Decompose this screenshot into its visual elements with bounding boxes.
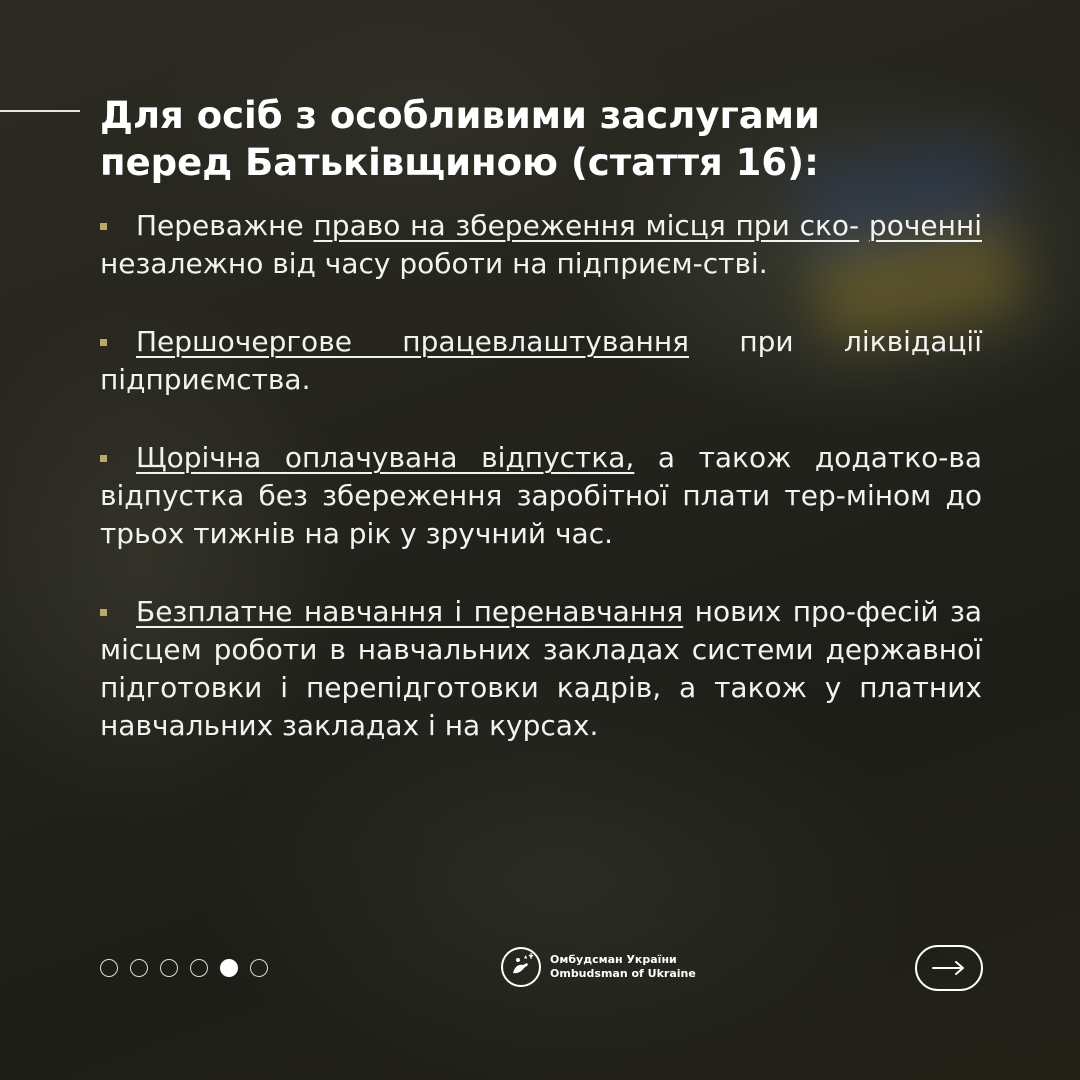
item-prefix: Переважне <box>136 209 314 242</box>
bullet-square-icon <box>100 223 107 230</box>
item-underlined-text: Першочергове працевлаштування <box>136 325 689 358</box>
pagination-dot[interactable] <box>160 959 178 977</box>
item-underlined-text: право на збереження місця при ско- <box>313 209 860 242</box>
item-underlined-text: Безплатне навчання і перенавчання <box>136 595 684 628</box>
logo-line-en: Ombudsman of Ukraine <box>550 967 696 980</box>
pagination-dot[interactable] <box>250 959 268 977</box>
page-title <box>100 92 980 186</box>
bullet-square-icon <box>100 455 107 462</box>
accent-line <box>0 110 80 112</box>
item-underlined-text: Щорічна оплачувана відпустка, <box>136 441 635 474</box>
title-line-1: Для осіб з особливими заслугами <box>100 94 820 137</box>
pagination-dots <box>100 959 268 977</box>
item-text: а також додатко-ва відпустка без збереження заробітної плати тер-міном до трьох тижнів на рік у зручний час. <box>100 441 982 550</box>
item-text: незалежно від часу роботи на підприєм-стві. <box>100 247 768 280</box>
arrow-right-icon <box>931 960 967 976</box>
pagination-dot[interactable] <box>190 959 208 977</box>
list-item <box>100 323 982 399</box>
logo-line-ua: Омбудсман України <box>550 953 677 966</box>
ombudsman-logo <box>500 946 696 988</box>
list-item <box>100 593 982 745</box>
pagination-dot-active[interactable] <box>220 959 238 977</box>
logo-text <box>550 953 696 981</box>
bullet-square-icon <box>100 339 107 346</box>
benefits-list <box>100 207 982 785</box>
item-underlined-text-cont: роченні <box>868 209 982 242</box>
item-text: нових про-фесій за місцем роботи в навчальних закладах системи державної підготовки і перепідготовки кадрів, а також у платних навчальних закладах і на курсах. <box>100 595 983 742</box>
ombudsman-emblem-icon <box>500 946 542 988</box>
list-item <box>100 207 982 283</box>
item-text: при ліквідації підприємства. <box>100 325 982 396</box>
list-item <box>100 439 982 553</box>
bullet-square-icon <box>100 609 107 616</box>
next-slide-button[interactable] <box>915 945 983 991</box>
pagination-dot[interactable] <box>130 959 148 977</box>
pagination-dot[interactable] <box>100 959 118 977</box>
title-line-2: перед Батьківщиною (стаття 16): <box>100 141 819 184</box>
